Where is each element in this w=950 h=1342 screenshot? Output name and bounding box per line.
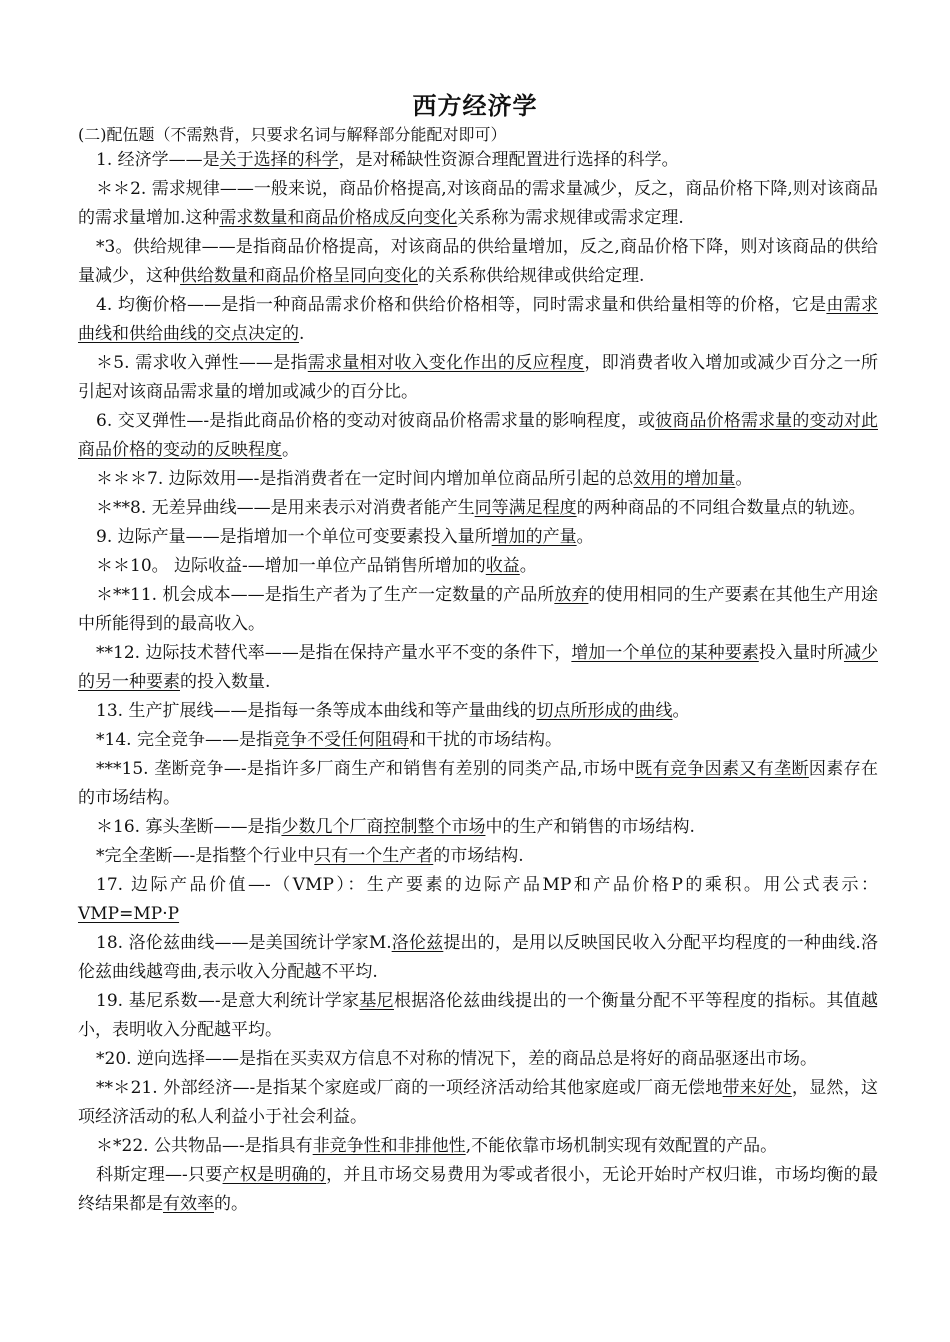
entry-text: *3。供给规律——是指商品价格提高，对该商品的供给量增加，反之,商品价格下降，则对该商品的供给量减少，这种 xyxy=(78,237,878,286)
entry-text: ＊**8. 无差异曲线——是用来表示对消费者能产生 xyxy=(96,498,475,518)
term-entry xyxy=(78,755,878,813)
entry-text: ＊**11. 机会成本——是指生产者为了生产一定数量的产品所 xyxy=(96,585,555,605)
entry-text: 6. 交叉弹性—-是指此商品价格的变动对彼商品价格需求量的影响程度，或 xyxy=(96,411,656,431)
entry-text: *20. 逆向选择——是指在买卖双方信息不对称的情况下，差的商品总是将好的商品驱逐出市场。 xyxy=(96,1049,817,1069)
entry-text: 的投入数量. xyxy=(180,672,271,692)
term-entry xyxy=(78,291,878,349)
underlined-key-phrase: 增加的产量 xyxy=(491,527,577,547)
term-entry xyxy=(78,1161,878,1219)
entry-text: 的。 xyxy=(214,1194,248,1214)
page-title: 西方经济学 xyxy=(412,91,538,120)
underlined-key-phrase: 彼商品价格需求量的变动对此商品价格的变动的反映程度 xyxy=(78,411,878,460)
underlined-key-phrase: 供给数量和商品价格呈同向变化 xyxy=(180,266,418,286)
entry-text: 18. 洛伦兹曲线——是美国统计学家M. xyxy=(96,933,392,953)
underlined-key-phrase: 带来好处 xyxy=(722,1078,792,1098)
entry-text: 。 xyxy=(576,527,594,547)
entry-text: ＊5. 需求收入弹性——是指 xyxy=(96,353,308,373)
underlined-key-phrase: 切点所形成的曲线 xyxy=(536,701,673,721)
term-entry xyxy=(78,697,878,726)
term-entry xyxy=(78,871,878,929)
underlined-key-phrase: 由需求曲线和供给曲线的交点决定的 xyxy=(78,295,878,344)
underlined-key-phrase: 需求量相对收入变化作出的反应程度 xyxy=(307,353,585,373)
entry-text: 的使用相同的生产要素在其他生产用途中所能得到的最高收入。 xyxy=(78,585,878,634)
entry-text: ***15. 垄断竞争—-是指许多厂商生产和销售有差别的同类产品,市场中 xyxy=(96,759,636,779)
term-entry xyxy=(78,146,878,175)
entry-text: 。 xyxy=(282,440,299,460)
term-entry xyxy=(78,842,878,871)
entry-text: 因素存在的市场结构。 xyxy=(78,759,879,808)
term-entry xyxy=(78,407,878,465)
underlined-key-phrase: 增加一个单位的某种要素 xyxy=(571,643,759,663)
section-subtitle: (二)配伍题（不需熟背，只要求名词与解释部分能配对即可） xyxy=(78,125,507,144)
term-entry xyxy=(78,1045,878,1074)
term-entry xyxy=(78,552,878,581)
entry-text: 的市场结构. xyxy=(433,846,524,866)
term-entry xyxy=(78,1074,878,1132)
underlined-key-phrase: 有效率 xyxy=(163,1194,214,1214)
underlined-key-phrase: 收益 xyxy=(485,556,520,576)
term-entry xyxy=(78,523,878,552)
entry-text: ,不能依靠市场机制实现有效配置的产品。 xyxy=(465,1136,778,1156)
term-entry xyxy=(78,813,878,842)
entry-text: 根据洛伦兹曲线提出的一个衡量分配不平等程度的指标。其值越小，表明收入分配越平均。 xyxy=(78,991,879,1040)
entry-text: 和干扰的市场结构。 xyxy=(408,730,562,750)
term-entry xyxy=(78,987,878,1045)
underlined-key-phrase: 关于选择的科学 xyxy=(219,150,339,170)
entry-text: ，并且市场交易费用为零或者很小，无论开始时产权归谁，市场均衡的最终结果都是 xyxy=(78,1165,879,1214)
underlined-key-phrase: 只有一个生产者 xyxy=(314,846,434,866)
term-entry xyxy=(78,494,878,523)
underlined-key-phrase: 放弃 xyxy=(554,585,589,605)
entry-text: 的关系称供给规律或供给定理. xyxy=(418,266,645,286)
underlined-key-phrase: 产权是明确的 xyxy=(222,1165,327,1185)
entry-text: 科斯定理—-只要 xyxy=(96,1165,223,1185)
entry-text: 4. 均衡价格——是指一种商品需求价格和供给价格相等，同时需求量和供给量相等的价格，它是 xyxy=(96,295,827,315)
entry-text: 投入量时所 xyxy=(758,643,844,663)
entry-text: *完全垄断—-是指整个行业中 xyxy=(96,846,315,866)
entry-text: ＊＊10。 边际收益-—增加一单位产品销售所增加的 xyxy=(96,556,486,576)
term-entry xyxy=(78,581,878,639)
entry-text: ，是对稀缺性资源合理配置进行选择的科学。 xyxy=(338,150,679,170)
term-entry xyxy=(78,175,878,233)
entry-text: ＊＊＊7. 边际效用—-是指消费者在一定时间内增加单位商品所引起的总 xyxy=(96,469,634,489)
term-entry xyxy=(78,233,878,291)
entry-text: ，显然，这项经济活动的私人利益小于社会利益。 xyxy=(78,1078,879,1127)
term-entry xyxy=(78,726,878,755)
underlined-key-phrase: 既有竞争因素又有垄断 xyxy=(635,759,809,779)
entry-text: . xyxy=(299,324,305,344)
entry-text: 13. 生产扩展线——是指每一条等成本曲线和等产量曲线的 xyxy=(96,701,537,721)
entry-text: 17. 边际产品价值—-（VMP）：生产要素的边际产品MP和产品价格P的乘积。用公式表示： xyxy=(96,875,878,895)
underlined-key-phrase: 少数几个厂商控制整个市场 xyxy=(281,817,486,837)
entry-text: 。 xyxy=(519,556,537,576)
underlined-key-phrase: 竞争不受任何阻碍 xyxy=(272,730,409,750)
entry-text: 提出的，是用以反映国民收入分配平均程度的一种曲线.洛伦兹曲线越弯曲,表示收入分配越不平均. xyxy=(78,933,879,982)
term-entry xyxy=(78,929,878,987)
term-entry xyxy=(78,349,878,407)
entry-text: 中的生产和销售的市场结构. xyxy=(485,817,695,837)
entry-text: 。 xyxy=(672,701,690,721)
entry-text: **12. 边际技术替代率——是指在保持产量水平不变的条件下， xyxy=(96,643,572,663)
entry-text: ＊16. 寡头垄断——是指 xyxy=(96,817,282,837)
entry-text: 的两种商品的不同组合数量点的轨迹。 xyxy=(576,498,866,518)
entry-text: *14. 完全竞争——是指 xyxy=(96,730,273,750)
entry-text: ＊＊2. 需求规律——一般来说，商品价格提高,对该商品的需求量减少，反之，商品价格下降,则对该商品的需求量增加.这种 xyxy=(78,179,878,228)
underlined-key-phrase: 同等满足程度 xyxy=(474,498,577,518)
term-entry xyxy=(78,465,878,494)
entry-text: 1. 经济学——是 xyxy=(96,150,220,170)
entry-text: **＊21. 外部经济—-是指某个家庭或厂商的一项经济活动给其他家庭或厂商无偿地 xyxy=(96,1078,723,1098)
entry-text: 关系称为需求规律或需求定理. xyxy=(457,208,684,228)
term-entry xyxy=(78,1132,878,1161)
underlined-key-phrase: 非竞争性和非排他性 xyxy=(312,1136,466,1156)
term-entry xyxy=(78,639,878,697)
entry-text: 19. 基尼系数—-是意大利统计学家 xyxy=(96,991,360,1011)
entry-text: 9. 边际产量——是指增加一个单位可变要素投入量所 xyxy=(96,527,492,547)
underlined-key-phrase: 洛伦兹 xyxy=(391,933,444,953)
underlined-key-phrase: 减少的另一种要素 xyxy=(78,643,878,692)
entry-text: ＊*22. 公共物品—-是指具有 xyxy=(96,1136,313,1156)
entry-text: ，即消费者收入增加或减少百分之一所引起对该商品需求量的增加或减少的百分比。 xyxy=(78,353,879,402)
underlined-key-phrase: VMP=MP·P xyxy=(78,904,180,924)
term-list xyxy=(78,146,878,1219)
underlined-key-phrase: 效用的增加量 xyxy=(633,469,736,489)
entry-text: 。 xyxy=(735,469,753,489)
underlined-key-phrase: 基尼 xyxy=(359,991,394,1011)
underlined-key-phrase: 需求数量和商品价格成反向变化 xyxy=(219,208,458,228)
